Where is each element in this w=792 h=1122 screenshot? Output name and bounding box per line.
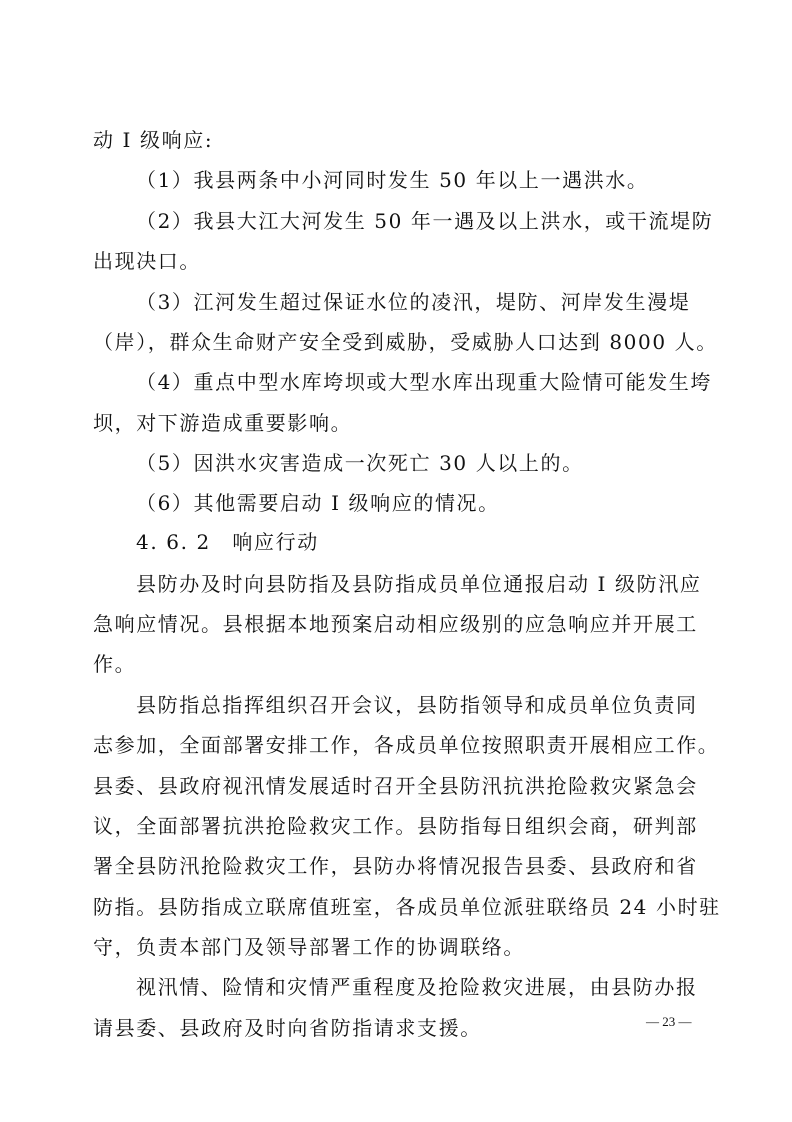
paragraph-2-line-4: 议，全面部署抗洪抢险救灾工作。县防指每日组织会商，研判部	[93, 814, 698, 838]
list-item-4: （4）重点中型水库垮坝或大型水库出现重大险情可能发生垮	[136, 370, 712, 394]
page-number: — 23 —	[646, 1014, 692, 1029]
list-item-5: （5）因洪水灾害造成一次死亡 30 人以上的。	[136, 451, 584, 475]
paragraph-3-line-1: 视汛情、险情和灾情严重程度及抢险救灾进展，由县防办报	[136, 975, 698, 999]
list-item-3-continuation: （岸），群众生命财产安全受到威胁，受威胁人口达到 8000 人。	[93, 330, 718, 354]
paragraph-2-line-6: 防指。县防指成立联席值班室，各成员单位派驻联络员 24 小时驻	[93, 895, 721, 919]
paragraph-2-line-3: 县委、县政府视汛情发展适时召开全县防汛抗洪抢险救灾紧急会	[93, 774, 698, 798]
paragraph-1-line-1: 县防办及时向县防指及县防指成员单位通报启动 I 级防汛应	[136, 572, 702, 596]
paragraph-1-line-2: 急响应情况。县根据本地预案启动相应级别的应急响应并开展工	[93, 612, 698, 636]
paragraph-1-line-3: 作。	[93, 652, 137, 676]
text-line-1: 动 I 级响应:	[93, 128, 214, 152]
paragraph-3-line-2: 请县委、县政府及时向省防指请求支援。	[93, 1016, 482, 1040]
list-item-1: （1）我县两条中小河同时发生 50 年以上一遇洪水。	[136, 168, 649, 192]
list-item-6: （6）其他需要启动 I 级响应的情况。	[136, 491, 500, 515]
paragraph-2-line-2: 志参加，全面部署安排工作，各成员单位按照职责开展相应工作。	[93, 733, 720, 757]
list-item-2-continuation: 出现决口。	[93, 249, 201, 273]
section-heading: 4. 6. 2 响应行动	[136, 530, 319, 554]
paragraph-2-line-5: 署全县防汛抢险救灾工作，县防办将情况报告县委、县政府和省	[93, 854, 698, 878]
list-item-2: （2）我县大江大河发生 50 年一遇及以上洪水，或干流堤防	[136, 209, 714, 233]
paragraph-2-line-1: 县防指总指挥组织召开会议，县防指领导和成员单位负责同	[136, 693, 698, 717]
list-item-4-continuation: 坝，对下游造成重要影响。	[93, 411, 353, 435]
paragraph-2-line-7: 守，负责本部门及领导部署工作的协调联络。	[93, 935, 525, 959]
list-item-3: （3）江河发生超过保证水位的凌汛，堤防、河岸发生漫堤	[136, 290, 691, 314]
